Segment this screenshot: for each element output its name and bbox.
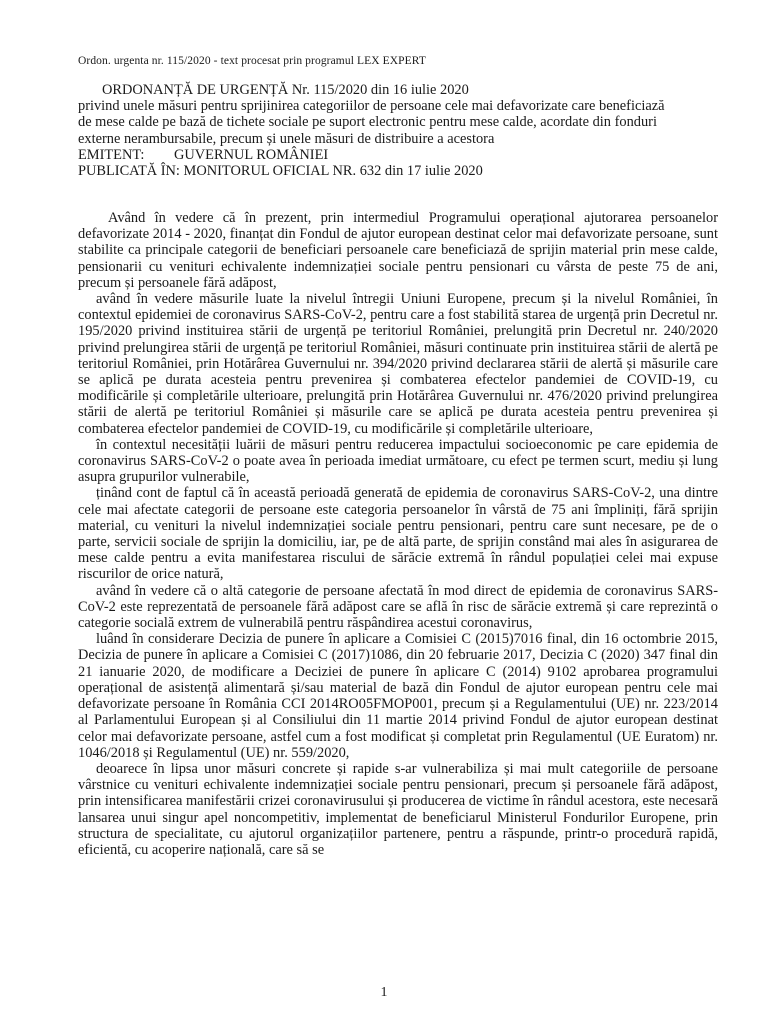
document-header <box>78 82 718 179</box>
document-title: ORDONANȚĂ DE URGENȚĂ Nr. 115/2020 din 16 iulie 2020 <box>102 82 469 98</box>
document-body <box>78 210 718 858</box>
issuer-value: GUVERNUL ROMÂNIEI <box>174 146 329 163</box>
published-line <box>78 163 718 179</box>
running-header: Ordon. urgenta nr. 115/2020 - text procesat prin programul LEX EXPERT <box>78 55 426 67</box>
body-paragraph: în contextul necesității luării de măsuri pentru reducerea impactului socioeconomic pe care epidemia de coronavirus SARS-CoV-2 o poate avea în perioada imediat următoare, cu efect pe termen scurt, mediu și lung asupra grupurilor vulnerabile, <box>78 436 718 486</box>
document-subtitle-line: externe nerambursabile, precum și unele măsuri de distribuire a acestora <box>78 130 495 147</box>
body-paragraph: ținând cont de faptul că în această perioadă generată de epidemia de coronavirus SARS-CoV-2, una dintre cele mai afectate categorii de persoane este categoria persoanelor în vârstă de 75 ani împliniți, fără sprijin material, cu venituri la nivelul indemnizației sociale pentru pensionari, pentru care sunt necesare, pe de o parte, servicii sociale de sprijin la domiciliu, iar, pe de altă parte, de sprijin constând mai ales în asigurarea de mese calde pentru a evita manifestarea riscului de sărăcie extremă în rândul populației celei mai expuse riscurilor de orice natură, <box>78 485 718 583</box>
published-value: MONITORUL OFICIAL NR. 632 din 17 iulie 2020 <box>183 163 483 180</box>
issuer-line <box>78 147 718 163</box>
body-paragraph: având în vedere că o altă categorie de persoane afectată în mod direct de epidemia de coronavirus SARS-CoV-2 este reprezentată de persoanele fără adăpost care se află în risc de sărăcie extremă și care reprezintă o categorie socială extrem de vulnerabilă pentru răspândirea acestui coronavirus, <box>78 582 718 632</box>
document-subtitle-line: de mese calde pe bază de tichete sociale pe suport electronic pentru mese calde, acordate din fonduri <box>78 114 657 131</box>
body-paragraph: Având în vedere că în prezent, prin intermediul Programului operațional ajutorarea persoanelor defavorizate 2014 - 2020, finanțat din Fondul de ajutor european destinat celor mai defavorizate persoane, sunt stabilite ca principale categorii de beneficiari persoanele care beneficiază de sprijin material prin mese calde, pensionarii cu venituri echivalente indemnizației sociale pentru pensionari cu vârsta de peste 75 de ani, precum și persoanele fără adăpost, <box>78 210 718 291</box>
body-paragraph: deoarece în lipsa unor măsuri concrete și rapide s-ar vulnerabiliza și mai mult categoriile de persoane vârstnice cu venituri echivalente indemnizației sociale pentru pensionari, precum și persoanele fără adăpost, prin intensificarea manifestării crizei coronavirusului și producerea de victime în rândul acestora, este necesară lansarea unui singur apel noncompetitiv, implementat de beneficiarul Ministerul Fondurilor Europene, prin structura de specialitate, cu ajutorul organizațiilor partenere, pentru a răspunde, printr-o procedură rapidă, eficientă, cu acoperire națională, care să se <box>78 760 718 858</box>
page-number: 1 <box>380 985 388 1000</box>
body-paragraph: luând în considerare Decizia de punere în aplicare a Comisiei C (2015)7016 final, din 16 octombrie 2015, Decizia de punere în aplicare a Comisiei C (2017)1086, din 20 februarie 2017, Decizia C (2020) 347 final din 21 ianuarie 2020, de modificare a Deciziei de punere în aplicare C (2014) 9102 aprobarea programului operațional de asistență alimentară și/sau material de bază din Fondul de ajutor european pentru cele mai defavorizate persoane în România CCI 2014RO05FMOP001, precum și a Regulamentului (UE) nr. 223/2014 al Parlamentului European și al Consiliului din 11 martie 2014 privind Fondul de ajutor european destinat celor mai defavorizate persoane, astfel cum a fost modificat și completat prin Regulamentul (UE Euratom) nr. 1046/2018 și Regulamentul (UE) nr. 559/2020, <box>78 631 718 761</box>
issuer-label: EMITENT: <box>78 146 145 163</box>
body-paragraph: având în vedere măsurile luate la nivelul întregii Uniuni Europene, precum și la nivelul României, în contextul epidemiei de coronavirus SARS-CoV-2, pentru care a fost stabilită starea de urgență prin Decretul nr. 195/2020 privind instituirea stării de urgență pe teritoriul României, prelungită prin Decretul nr. 240/2020 privind prelungirea stării de urgență pe teritoriul României, măsuri continuate prin instituirea stării de alertă pe teritoriul României, prin Hotărârea Guvernului nr. 394/2020 privind declararea stării de alertă și măsurile care se aplică pe durata acesteia pentru prevenirea și combaterea efectelor pandemiei de COVID-19, cu modificările și completările ulterioare, prelungită prin Hotărârea Guvernului nr. 476/2020 privind prelungirea stării de alertă pe teritoriul României și măsurile care se aplică pe durata acesteia pentru prevenirea și combaterea efectelor pandemiei de COVID-19, cu modificările și completările ulterioare, <box>78 291 718 437</box>
document-subtitle-line: privind unele măsuri pentru sprijinirea categoriilor de persoane cele mai defavorizate care beneficiază <box>78 98 665 115</box>
published-label: PUBLICATĂ ÎN: <box>78 163 180 180</box>
